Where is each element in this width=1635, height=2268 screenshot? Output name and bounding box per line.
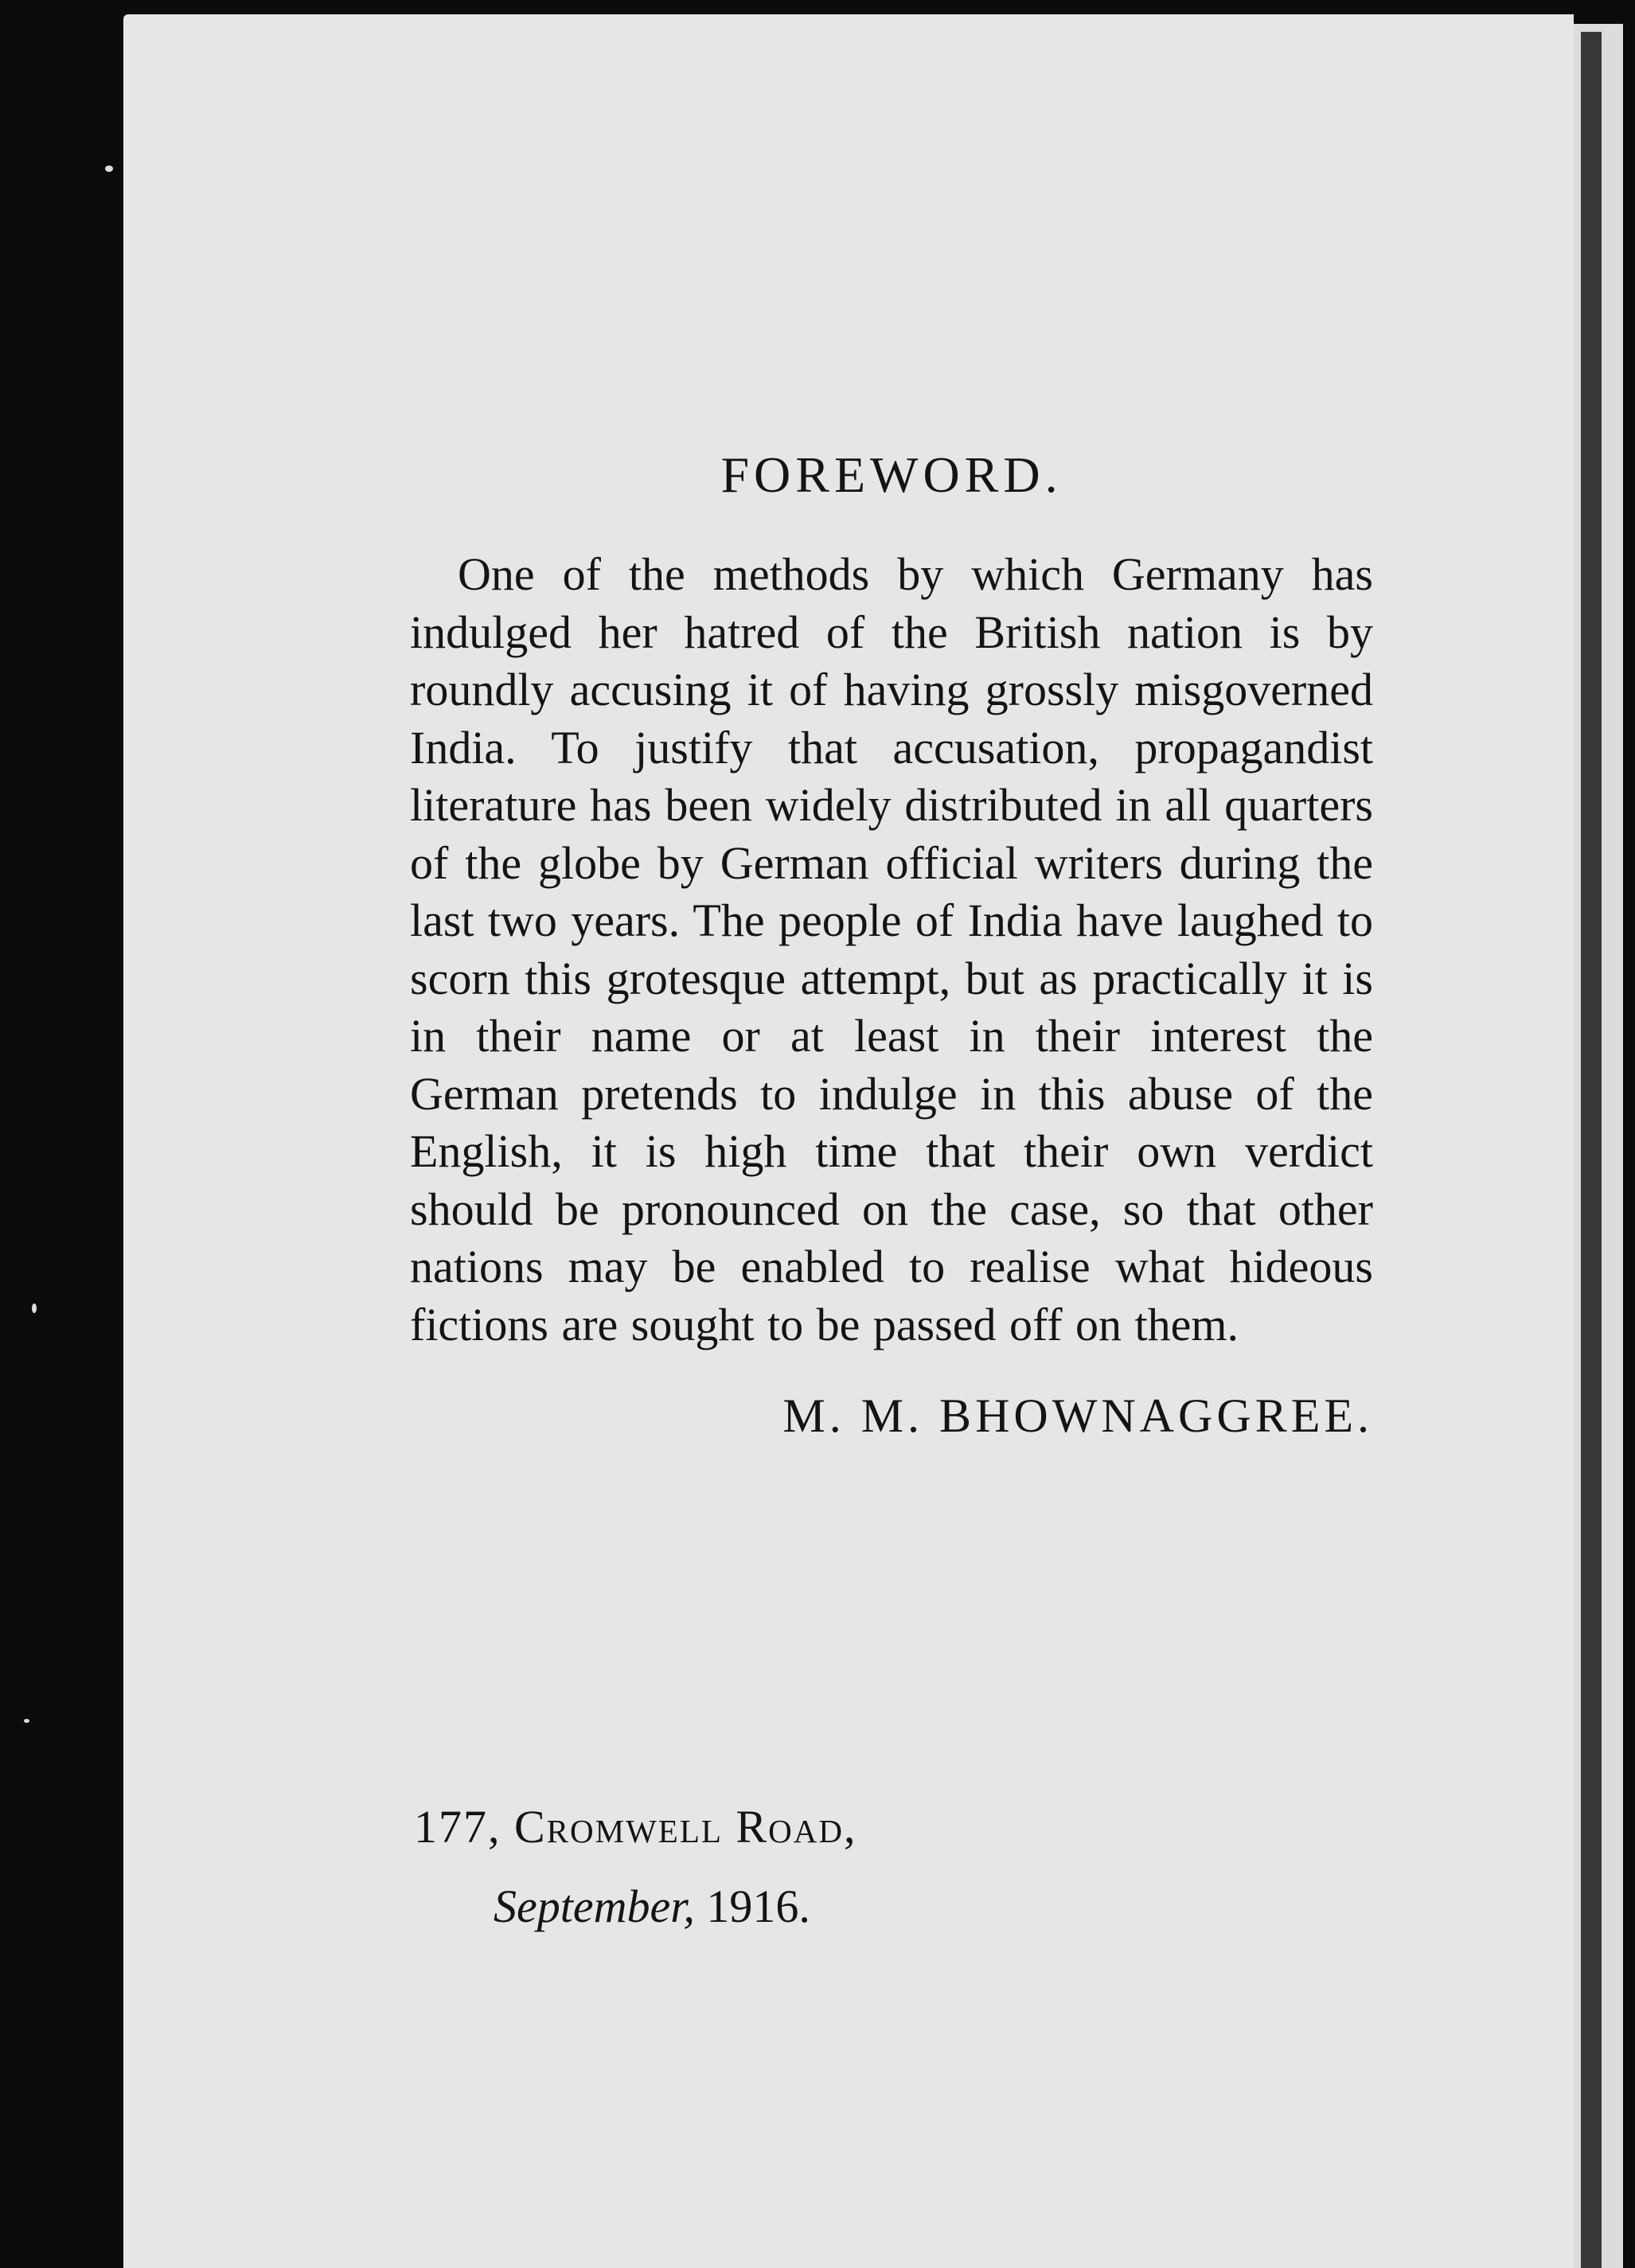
author-signature: M. M. BHOWNAGGREE. <box>782 1389 1373 1442</box>
foreword-paragraph: One of the methods by which Germany has indulged her hatred of the British nation is by roundly accusing it of having grossly misgoverned India. To justify that accusation, propagandist literature has been widely distributed in all quarters of the globe by German official writers during the last two years. The people of India have laughed to scorn this grotesque attempt, but as practically it is in their name or at least in their interest the German pretends to indulge in this abuse of the English, it is high time that their own verdict should be pronounced on the case, so that other nations may be enabled to realise what hideous fictions are sought to be passed off on them. <box>410 548 1373 1350</box>
address-line: 177, Cromwell Road, <box>414 1801 857 1853</box>
scan-speck <box>32 1304 37 1313</box>
scan-speck <box>105 166 113 172</box>
foreword-heading: FOREWORD. <box>720 446 1063 503</box>
page-gutter-shadow <box>1581 32 1602 2268</box>
date-month: September, <box>494 1880 695 1932</box>
scan-speck <box>24 1719 29 1723</box>
foreword-text-block <box>410 446 1373 1444</box>
date-year: 1916. <box>706 1880 810 1932</box>
date-line <box>494 1880 810 1933</box>
